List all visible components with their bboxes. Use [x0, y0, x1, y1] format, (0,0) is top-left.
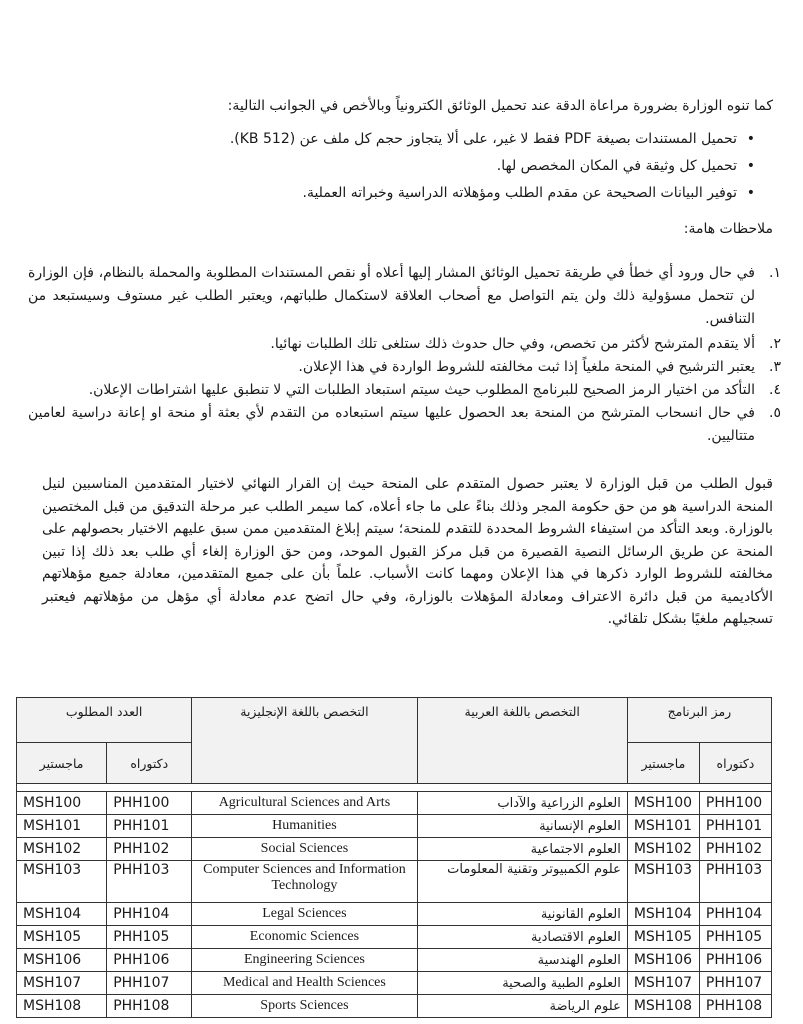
arabic-major: العلوم الهندسية	[417, 949, 627, 972]
arabic-major: علوم الرياضة	[417, 995, 627, 1018]
note-number: ٤.	[769, 382, 781, 398]
msc-count: MSH106	[17, 949, 107, 972]
msc-code: MSH105	[627, 926, 699, 949]
english-major: Sports Sciences	[192, 995, 417, 1018]
msc-code: MSH108	[627, 995, 699, 1018]
upload-requirements-list	[40, 130, 755, 211]
acceptance-paragraph: قبول الطلب من قبل الوزارة لا يعتبر حصول المتقدم على المنحة حيث إن القرار النهائي لاختيار المتقدمين المناسبين لنيل المنحة الدراسية هو من حق حكومة المجر وذلك بناءً على ما جاء أعلاه، كما سيمر الطلب عبر مرحلة التدقيق من قبل المختصين بالوزارة. وبعد التأكد من استيفاء الشروط المحددة للتقدم للمنحة؛ سيتم إبلاغ المتقدمين ممن سبق عليهم الاختيار بحصولهم على المنحة عن طريق الرسائل النصية القصيرة من قبل مركز القبول الموحد، ومن حق الوزارة إلغاء أي طلب بعد ذلك إذا تبين مخالفته للشروط الوارد ذكرها في هذا الإعلان ومهما كانت الأسباب. علماً بأن على جميع المتقدمين، معادلة جميع مؤهلاتهم الأكاديمية من قبل دائرة الاعتراف ومعادلة المؤهلات بالوزارة، وفي حال اتضح عدم معادلة أي مؤهل من مؤهلاتهم فيعتبر تسجيلهم ملغيًا بشكل تلقائي.	[42, 476, 773, 627]
note-item	[28, 262, 781, 331]
note-number: ٥.	[769, 405, 781, 421]
phd-code: PHH102	[699, 838, 771, 861]
table-row	[17, 903, 772, 926]
msc-count: MSH102	[17, 838, 107, 861]
english-major: Legal Sciences	[192, 903, 417, 926]
phd-count: PHH108	[107, 995, 192, 1018]
phd-count: PHH103	[107, 861, 192, 903]
header-english-major: التخصص باللغة الإنجليزية	[192, 698, 417, 784]
arabic-major: العلوم الاقتصادية	[417, 926, 627, 949]
phd-code: PHH105	[699, 926, 771, 949]
note-item	[28, 333, 781, 356]
phd-count: PHH104	[107, 903, 192, 926]
table-spacer	[17, 784, 772, 792]
english-major: Engineering Sciences	[192, 949, 417, 972]
note-text: يعتبر الترشيح في المنحة ملغياً إذا ثبت مخالفته للشروط الواردة في هذا الإعلان.	[298, 359, 755, 375]
note-item	[28, 379, 781, 402]
msc-code: MSH104	[627, 903, 699, 926]
notes-heading: ملاحظات هامة:	[683, 221, 773, 237]
header-doctorate: دكتوراه	[107, 743, 192, 784]
arabic-major: العلوم القانونية	[417, 903, 627, 926]
arabic-major: علوم الكمبيوتر وتقنية المعلومات	[417, 861, 627, 903]
phd-code: PHH106	[699, 949, 771, 972]
header-program-code: رمز البرنامج	[627, 698, 771, 743]
note-text: التأكد من اختيار الرمز الصحيح للبرنامج المطلوب حيث سيتم استبعاد الطلبات التي لا تنطبق عليها اشتراطات الإعلان.	[88, 382, 755, 398]
programs-table	[16, 697, 772, 1018]
header-doctorate: دكتوراه	[699, 743, 771, 784]
note-item	[28, 356, 781, 379]
phd-count: PHH101	[107, 815, 192, 838]
table-row	[17, 838, 772, 861]
phd-count: PHH102	[107, 838, 192, 861]
table-row	[17, 792, 772, 815]
list-item: • توفير البيانات الصحيحة عن مقدم الطلب ومؤهلاته الدراسية وخبراته العملية.	[40, 184, 755, 202]
note-text: في حال انسحاب المترشح من المنحة بعد الحصول عليها سيتم استبعاده من التقدم لأي بعثة أو منحة او إعانة دراسية لعامين متتاليين.	[28, 405, 755, 444]
header-required-count: العدد المطلوب	[17, 698, 192, 743]
msc-code: MSH101	[627, 815, 699, 838]
phd-code: PHH107	[699, 972, 771, 995]
header-masters: ماجستير	[17, 743, 107, 784]
arabic-major: العلوم الاجتماعية	[417, 838, 627, 861]
list-item: • تحميل المستندات بصيغة PDF فقط لا غير، على ألا يتجاوز حجم كل ملف عن (512 KB).	[40, 130, 755, 148]
table-row	[17, 861, 772, 903]
table-row	[17, 995, 772, 1018]
msc-count: MSH103	[17, 861, 107, 903]
note-number: ٢.	[769, 336, 781, 352]
phd-code: PHH108	[699, 995, 771, 1018]
intro-text: كما تنوه الوزارة بضرورة مراعاة الدقة عند تحميل الوثائق الكترونياً وبالأخص في الجوانب التالية:	[227, 98, 773, 114]
phd-count: PHH106	[107, 949, 192, 972]
phd-count: PHH100	[107, 792, 192, 815]
msc-count: MSH108	[17, 995, 107, 1018]
list-item: • تحميل كل وثيقة في المكان المخصص لها.	[40, 157, 755, 175]
table-row	[17, 972, 772, 995]
arabic-major: العلوم الزراعية والآداب	[417, 792, 627, 815]
phd-code: PHH100	[699, 792, 771, 815]
note-number: ٣.	[769, 359, 781, 375]
arabic-major: العلوم الطبية والصحية	[417, 972, 627, 995]
phd-code: PHH101	[699, 815, 771, 838]
msc-count: MSH107	[17, 972, 107, 995]
msc-code: MSH102	[627, 838, 699, 861]
english-major: Humanities	[192, 815, 417, 838]
table-row	[17, 926, 772, 949]
note-number: ١.	[769, 265, 781, 281]
phd-code: PHH104	[699, 903, 771, 926]
note-text: ألا يتقدم المترشح لأكثر من تخصص، وفي حال حدوث ذلك ستلغى تلك الطلبات نهائيا.	[270, 336, 755, 352]
header-arabic-major: التخصص باللغة العربية	[417, 698, 627, 784]
arabic-major: العلوم الإنسانية	[417, 815, 627, 838]
msc-code: MSH103	[627, 861, 699, 903]
msc-count: MSH101	[17, 815, 107, 838]
phd-count: PHH105	[107, 926, 192, 949]
table-header-row	[17, 698, 772, 743]
english-major: Economic Sciences	[192, 926, 417, 949]
note-text: في حال ورود أي خطأ في طريقة تحميل الوثائق المشار إليها أعلاه أو نقص المستندات المطلوبة والمحملة بالنظام، فإن الوزارة لن تتحمل مسؤولية ذلك ولن يتم التواصل مع أصحاب العلاقة لاستكمال طلباتهم، ويعتبر الطلب غير مستوف وسيستبعد من التنافس.	[28, 265, 755, 327]
table-row	[17, 815, 772, 838]
table-row	[17, 949, 772, 972]
english-major: Computer Sciences and Information Technology	[192, 861, 417, 903]
msc-code: MSH106	[627, 949, 699, 972]
msc-code: MSH107	[627, 972, 699, 995]
msc-count: MSH105	[17, 926, 107, 949]
msc-code: MSH100	[627, 792, 699, 815]
important-notes-list	[28, 262, 781, 448]
header-masters: ماجستير	[627, 743, 699, 784]
note-item	[28, 402, 781, 448]
english-major: Agricultural Sciences and Arts	[192, 792, 417, 815]
english-major: Medical and Health Sciences	[192, 972, 417, 995]
phd-count: PHH107	[107, 972, 192, 995]
msc-count: MSH100	[17, 792, 107, 815]
phd-code: PHH103	[699, 861, 771, 903]
msc-count: MSH104	[17, 903, 107, 926]
english-major: Social Sciences	[192, 838, 417, 861]
